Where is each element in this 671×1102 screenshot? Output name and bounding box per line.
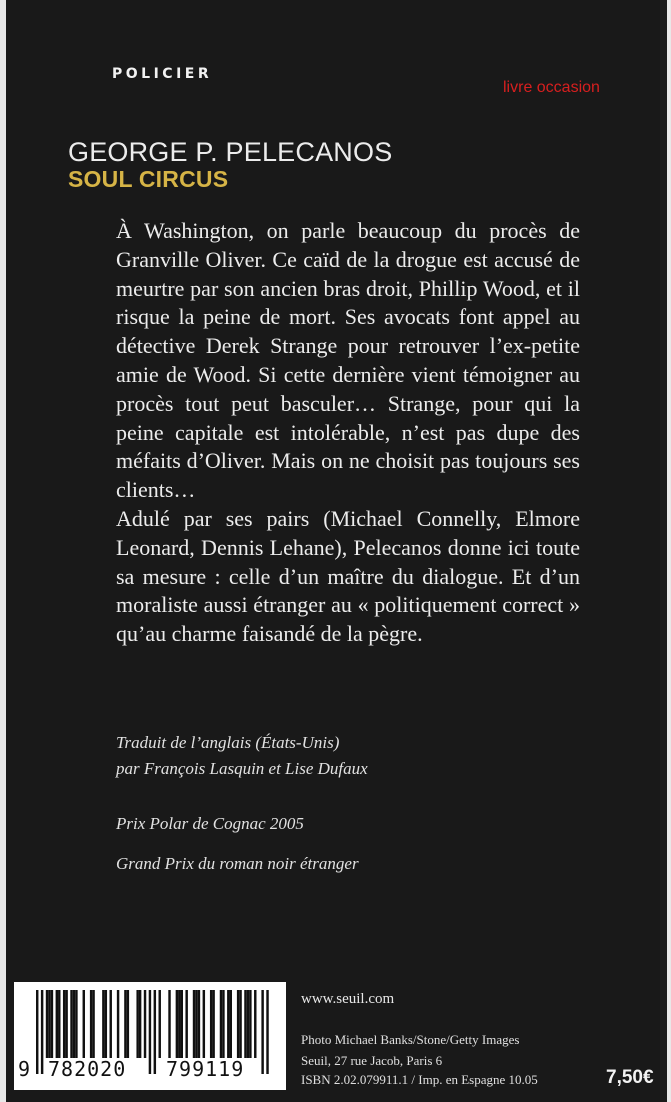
- barcode-bar: [159, 990, 161, 1058]
- barcode-bar: [75, 990, 77, 1058]
- barcode-bar: [139, 990, 141, 1058]
- barcode-bar: [90, 990, 92, 1058]
- author-name: GEORGE P. PELECANOS: [68, 137, 393, 167]
- publisher-address: Seuil, 27 rue Jacob, Paris 6: [301, 1053, 443, 1068]
- translation-line-1: Traduit de l’anglais (États-Unis): [116, 733, 340, 752]
- barcode-bar: [239, 990, 241, 1058]
- barcode-bar: [46, 990, 48, 1058]
- barcode-bar: [220, 990, 222, 1058]
- barcode-bar: [210, 990, 212, 1058]
- barcode-bar: [212, 990, 214, 1058]
- barcode-bar: [185, 990, 187, 1058]
- barcode-bar: [136, 990, 138, 1058]
- barcode-bar: [195, 990, 197, 1058]
- photo-credit: Photo Michael Banks/Stone/Getty Images: [301, 1032, 520, 1047]
- barcode-bar: [261, 990, 263, 1074]
- barcode-digit-first: 9: [18, 1057, 31, 1081]
- prize-1: Prix Polar de Cognac 2005: [116, 814, 304, 833]
- barcode-bar: [105, 990, 107, 1058]
- barcode-bar: [73, 990, 75, 1058]
- barcode-bar: [117, 990, 119, 1058]
- barcode-bar: [227, 990, 229, 1058]
- barcode: [14, 982, 286, 1090]
- barcode-digits-left: 782020: [48, 1057, 127, 1081]
- blurb-paragraph-2: Adulé par ses pairs (Michael Connelly, Elmore Leonard, Dennis Lehane), Pelecanos donne ici toute sa mesure : celle d’un maître du dialogue. Et d’un moraliste aussi étranger au « politiquement correct » qu’au charme faisandé de la pègre.: [116, 505, 580, 647]
- barcode-bar: [247, 990, 249, 1058]
- barcode-bar: [58, 990, 60, 1058]
- blurb-paragraph-1: À Washington, on parle beaucoup du procès de Granville Oliver. Ce caïd de la drogue est accusé de meurtre par son ancien bras droit, Phillip Wood, et il risque la peine de mort. Ses avocats font appel au détective Derek Strange pour retrouver l’ex-petite amie de Wood. Si cette dernière vient témoigner au procès tout peut basculer… Strange, pour qui la peine capitale est intolérable, n’est pas dupe des méfaits d’Oliver. Mais on ne choisit pas toujours ses clients…: [116, 218, 580, 503]
- barcode-bar: [36, 990, 38, 1074]
- barcode-bar: [124, 990, 126, 1058]
- genre-label: POLICIER: [112, 66, 213, 82]
- barcode-bar: [176, 990, 178, 1058]
- barcode-bar: [254, 990, 256, 1058]
- prize-2: Grand Prix du roman noir étranger: [116, 854, 359, 873]
- barcode-bar: [203, 990, 205, 1058]
- barcode-bar: [237, 990, 239, 1058]
- barcode-bar: [92, 990, 94, 1058]
- barcode-bar: [149, 990, 151, 1074]
- cover-right-edge: [667, 0, 671, 1102]
- barcode-bar: [70, 990, 72, 1058]
- cover-left-edge: [0, 0, 6, 1102]
- barcode-bar: [102, 990, 104, 1058]
- blurb: [116, 217, 580, 649]
- barcode-bar: [266, 990, 268, 1074]
- barcode-bar: [181, 990, 183, 1058]
- barcode-bar: [193, 990, 195, 1058]
- barcode-bar: [48, 990, 50, 1058]
- book-title: SOUL CIRCUS: [68, 166, 229, 192]
- watermark-text: livre occasion: [503, 79, 600, 96]
- website-url: www.seuil.com: [301, 991, 395, 1007]
- barcode-bar: [178, 990, 180, 1058]
- barcode-bar: [51, 990, 53, 1058]
- barcode-bar: [56, 990, 58, 1058]
- barcode-bar: [222, 990, 224, 1058]
- barcode-bar: [249, 990, 251, 1058]
- barcode-bar: [198, 990, 200, 1058]
- translation-line-2: par François Lasquin et Lise Dufaux: [116, 759, 368, 778]
- barcode-bar: [230, 990, 232, 1058]
- barcode-bar: [244, 990, 246, 1058]
- barcode-bar: [154, 990, 156, 1074]
- barcode-bar: [83, 990, 85, 1058]
- barcode-bar: [127, 990, 129, 1058]
- barcode-digits-right: 799119: [166, 1057, 245, 1081]
- price-label: 7,50€: [606, 1067, 654, 1088]
- barcode-bar: [168, 990, 170, 1058]
- barcode-bar: [65, 990, 67, 1058]
- barcode-bar: [41, 990, 43, 1074]
- barcode-bar: [144, 990, 146, 1058]
- barcode-bar: [63, 990, 65, 1058]
- translation-credit: [116, 730, 368, 782]
- isbn-line: ISBN 2.02.079911.1 / Imp. en Espagne 10.05: [301, 1072, 538, 1087]
- barcode-bar: [110, 990, 112, 1058]
